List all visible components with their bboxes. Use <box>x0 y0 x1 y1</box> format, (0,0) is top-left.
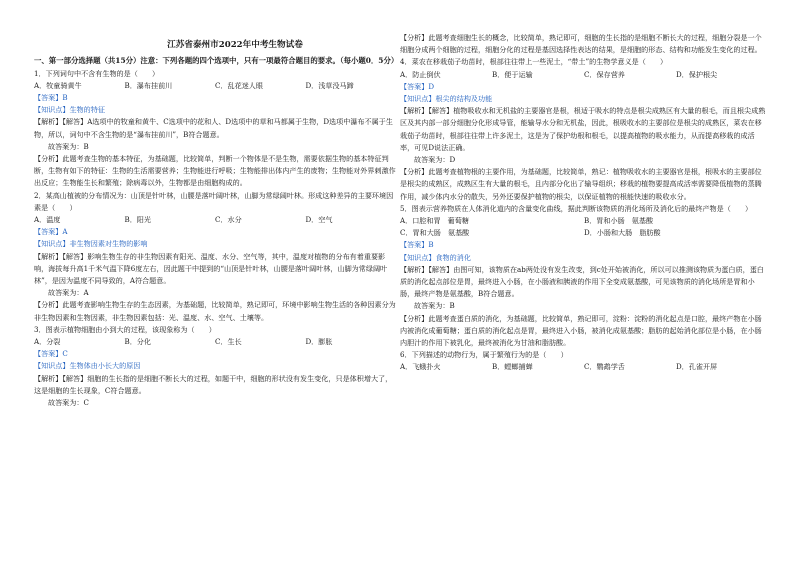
final-answer: 故答案为：C <box>48 398 89 408</box>
right-column <box>400 32 768 409</box>
answer-label: 【答案】C <box>34 349 68 359</box>
question-5: 5．图表示营养物质在人体消化道内的含量变化曲线，据此判断该物质的消化场所及消化后的最终产物是（ ） <box>400 203 753 213</box>
option-a: A．防止倒伏 <box>400 69 441 79</box>
page-title: 江苏省泰州市2022年中考生物试卷 <box>167 40 303 50</box>
answer-label: 【答案】D <box>400 81 435 91</box>
comment: 【分析】此题考查影响生物生存的生态因素，为基础题，比较简单，熟记即可，环境中影响生物生活的各种因素分为非生物因素和生物因素，非生物因素包括：光、温度、水、空气、土壤等。 <box>34 300 396 322</box>
analysis: 【解析】【解答】细胞的生长指的是细胞不断长大的过程，如题干中，细胞的形状没有发生变化，只是体积增大了，这是细胞的生长现象，C符合题意。 <box>34 373 393 395</box>
question-6-options <box>400 361 768 373</box>
left-column <box>34 38 399 409</box>
option-c: C．水分 <box>215 215 242 225</box>
answer-label: 【答案】B <box>400 240 434 250</box>
comment: 【分析】此题考查生物的基本特征，为基础题，比较简单，判断一个物体是不是生物，需要依据生物的基本特征判断，生物有如下的特征：生物的生活需要营养；生物能进行呼吸；生物能排出体内产生的废物；生物能对外界刺激作出反应；生物能生长和繁殖；除病毒以外，生物都是由细胞构成的。 <box>34 154 396 188</box>
question-2-options <box>34 214 396 226</box>
option-d: D．空气 <box>305 215 333 225</box>
comment: 【分析】此题考查蛋白质的消化，为基础题，比较简单，熟记即可，淀粉：淀粉的消化起点是口腔，最终产物在小肠内被消化成葡萄糖；蛋白质的消化起点是胃，最终进入小肠，被消化成氨基酸；脂肪的起始消化部位是小肠，在小肠内胆汁的作用下被乳化，最终被消化为甘油和脂肪酸。 <box>400 313 762 348</box>
option-a: A．飞蛾扑火 <box>400 362 441 372</box>
analysis: 【解析】【解答】由图可知，该物质在ab两处没有发生改变，到c处开始被消化，所以可以推测该物质为蛋白质，蛋白质的消化起点部位是胃，最终进入小肠，在小肠液和胰液的作用下全变成氨基酸，可见该物质的消化场所是胃和小肠，最终产物是氨基酸，B符合题意。 <box>400 264 764 299</box>
analysis: 【解析】【解答】植物吸收水和无机盐的主要器官是根，根适于吸水的特点是根尖成熟区有大量的根毛，而且根尖成熟区及其内部一部分细胞分化形成导管，能输导水分和无机盐，因此，根吸收水的主要部位是根尖的成熟区，菜农在移栽茄子幼苗时，根部往往带上许多泥土，这是为了保护幼根和根毛，以提高植物的吸水能力，从而提高移栽的成活率，可见D说法正确。 <box>400 106 766 152</box>
option-d: D．小肠和大肠 脂肪酸 <box>584 228 661 238</box>
analysis: 【解析】【解答】A选项中的牧童和黄牛、C选项中的花和人、D选项中的草和马都属于生物，D选项中瀑布不属于生物，所以，词句中不含生物的是“瀑布挂前川”，B符合题意。 <box>34 117 393 139</box>
knowledge-point: 【知识点】非生物因素对生物的影响 <box>34 239 148 249</box>
option-d: D．膨胀 <box>305 337 333 347</box>
final-answer: 故答案为：D <box>414 155 456 165</box>
section-heading: 一、第一部分选择题（共15分）注意：下列各题的四个选项中，只有一项最符合题目的要求。（每小题0．5分） <box>34 56 399 65</box>
question-4-options <box>400 69 768 81</box>
option-b: B．阳光 <box>124 215 151 225</box>
question-1: 1．下列词句中不含有生物的是（ ） <box>34 68 160 78</box>
question-5-options <box>400 215 768 239</box>
comment: 【分析】此题考查植物根的主要作用，为基础题，比较简单，熟记：植物吸收水的主要器官是根，根吸水的主要部位是根尖的成熟区，成熟区生有大量的根毛，且内部分化出了输导组织；移栽的植物要提高成活率需要降低植物的蒸腾作用，减少体内水分的散失，另外还要保护植物的根尖，以保证植物的根能快速的吸收水分。 <box>400 167 762 201</box>
answer-label: 【答案】A <box>34 227 68 237</box>
option-b: B．分化 <box>124 337 151 347</box>
option-d: D．保护根尖 <box>676 69 718 79</box>
option-c: C．乱花迷人眼 <box>215 80 263 90</box>
question-4: 4．菜农在移栽茄子幼苗时，根部往往带上一些泥土，“带土”的生物学意义是（ ） <box>400 57 668 67</box>
option-a: A．分裂 <box>34 337 61 347</box>
option-c: C．胃和大肠 氨基酸 <box>400 228 470 238</box>
option-d: D．孔雀开屏 <box>676 362 718 372</box>
knowledge-point: 【知识点】根尖的结构及功能 <box>400 94 493 104</box>
option-c: C．鹦鹉学舌 <box>584 362 625 372</box>
question-6: 6．下列描述的动物行为，属于繁殖行为的是（ ） <box>400 350 568 360</box>
question-3-options <box>34 336 396 348</box>
option-a: A．口腔和胃 葡萄糖 <box>400 216 469 226</box>
knowledge-point: 【知识点】食物的消化 <box>400 252 471 262</box>
option-b: B．瀑布挂前川 <box>124 80 173 90</box>
knowledge-point: 【知识点】生物体由小长大的原因 <box>34 361 141 371</box>
option-d: D．浅草没马蹄 <box>305 80 354 90</box>
question-1-options <box>34 80 396 92</box>
option-b: B．胃和小肠 氨基酸 <box>584 216 654 226</box>
option-c: C．保存营养 <box>584 69 625 79</box>
knowledge-point: 【知识点】生物的特征 <box>34 105 105 115</box>
option-c: C．生长 <box>215 337 242 347</box>
final-answer: 故答案为：B <box>414 301 455 311</box>
option-b: B．螳螂捕蝉 <box>492 362 533 372</box>
question-2: 2．某高山植被的分布情况为：山顶是针叶林，山腰是落叶阔叶林，山脚为常绿阔叶林。形成这种差异的主要环境因素是（ ） <box>34 190 394 212</box>
final-answer: 故答案为：B <box>48 141 89 151</box>
comment: 【分析】此题考查细胞生长的概念，比较简单，熟记即可，细胞的生长指的是细胞不断长大的过程，细胞分裂是一个细胞分成两个细胞的过程，细胞分化的过程是基因选择性表达的结果，是细胞的形态、结构和功能发生变化的过程。 <box>400 33 762 55</box>
final-answer: 故答案为：A <box>48 288 89 298</box>
answer-label: 【答案】B <box>34 93 68 102</box>
option-a: A．温度 <box>34 215 61 225</box>
option-a: A．牧童骑黄牛 <box>34 80 82 90</box>
question-3: 3．图表示植物细胞由小到大的过程，该现象称为（ ） <box>34 324 216 334</box>
option-b: B．便于运输 <box>492 69 533 79</box>
analysis: 【解析】【解答】影响生物生存的非生物因素有阳光、温度、水分、空气等，其中，温度对植物的分布有着重要影响，海拔每升高1千米气温下降6度左右，因此题干中提到的“山顶是针叶林，山腰是落叶阔叶林，山脚为常绿阔叶林”，是因为温度不同导致的，A符合题意。 <box>34 251 388 286</box>
